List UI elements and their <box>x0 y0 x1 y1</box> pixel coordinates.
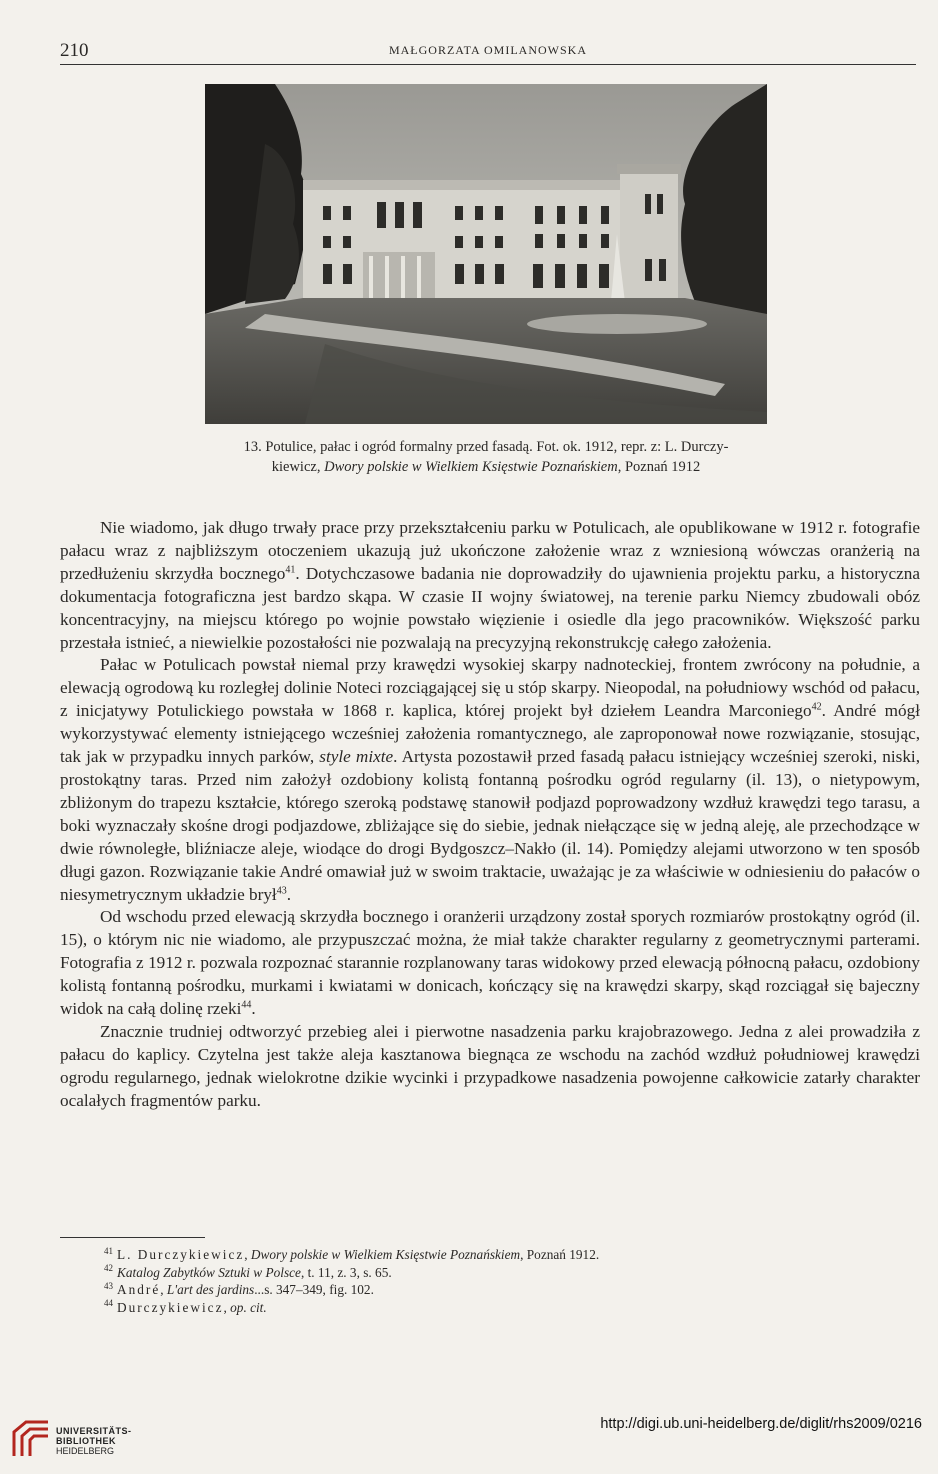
footnote-author: André <box>117 1282 161 1297</box>
paragraph-1-text-b: . Dotychczasowe badania nie doprowadziły do ujawnienia projektu parku, a historyczna dokumentacja fotograficzna jest bardzo skąpa. W czasie II wojny światowej, na terenie parku Niemcy zbudowali obóz koncentracyjny, na miejscu którego po wojnie powstało więzienie i osiedle dla jego pracowników. Większość parku przestała istnieć, a niewielkie pozostałości nie pozwalają na precyzyjną rekonstrukcję całego założenia. <box>60 563 921 652</box>
caption-book-title: Dwory polskie w Wielkiem Księstwie Poznańskiem <box>324 459 618 475</box>
footnotes <box>104 1246 804 1316</box>
footnote-ref-43: 43 <box>276 884 287 896</box>
footnote-title: Dwory polskie w Wielkiem Księstwie Poznańskiem <box>250 1247 521 1262</box>
caption-line-1: 13. Potulice, pałac i ogród formalny przed fasadą. Fot. ok. 1912, repr. z: L. Durczy- <box>243 439 729 455</box>
footnote-author: Durczykiewicz <box>117 1299 224 1315</box>
footnote-number: 44 <box>104 1298 113 1309</box>
page-header <box>60 40 916 64</box>
footnote-separator: , <box>244 1247 251 1262</box>
footnote-number: 41 <box>104 1245 113 1256</box>
footnote-rule <box>60 1237 205 1238</box>
footnote-44 <box>104 1299 804 1317</box>
library-line-3: HEIDELBERG <box>56 1446 115 1456</box>
permalink-url[interactable]: http://digi.ub.uni-heidelberg.de/diglit/rhs2009/0216 <box>600 1416 922 1432</box>
body-text <box>60 517 920 1113</box>
library-line-1: UNIVERSITÄTS- <box>56 1426 132 1436</box>
paragraph-4 <box>60 1021 920 1113</box>
running-head: MAŁGORZATA OMILANOWSKA <box>388 43 588 57</box>
footnote-41 <box>104 1246 804 1264</box>
page-number: 210 <box>60 40 89 61</box>
paragraph-3-text-a: Od wschodu przed elewacją skrzydła bocznego i oranżerii urządzony został sporych rozmiarów prostokątny ogród (il. 15), o którym nic nie wiadomo, ale przypuszczać można, że miał także charakter regularny z geometrycznymi parterami. Fotografia z 1912 r. pozwala rozpoznać starannie rozplanowany taras widokowy przed elewacją północną pałacu, ozdobiony kolistą fontanną pośrodku, murkami i kwiatami w donicach, kończący się na krawędzi skarpy, skąd rozciągał się bajeczny widok na całą dolinę rzeki <box>60 907 920 1019</box>
footnote-separator: , <box>223 1299 231 1315</box>
library-line-2: BIBLIOTHEK <box>56 1436 116 1446</box>
paragraph-2-text-c: . Artysta pozostawił przed fasadą pałacu istniejący wcześniej szeroki, niski, prostokątny taras. Przed nim założył ozdobiony kolistą fontanną pośrodku ogród regularny (il. 13), o nietypowym, zbliżonym do trapezu kształcie, którego szeroką podstawę stanowił podjazd poprowadzony wzdłuż krawędzi tego tarasu, a boki wyznaczały skośne drogi podjazdowe, zbliżające się do siebie, jednak niełączące się w jedną aleję, ale przechodzące w dwie równoległe, bliźniacze aleje, wiodące do drogi Bydgoszcz–Nakło (il. 14). Pomiędzy alejami utworzono w ten sposób długi gazon. Rozwiązanie takie André omawiał już w swoim traktacie, uważając je za właściwie w odniesieniu do pałaców o niesymetrycznym układzie brył <box>60 747 920 904</box>
footnote-ref-41: 41 <box>285 564 296 576</box>
footnote-number: 42 <box>104 1263 113 1274</box>
paragraph-2-text-b: . André mógł wykorzystywać elementy istniejącego wcześniej założenia romantycznego, ale zaproponował nowe rozwiązanie, stosując, tak jak w przypadku innych parków, <box>60 701 920 767</box>
paragraph-1 <box>60 517 920 654</box>
footnote-separator: , <box>160 1282 167 1297</box>
library-name <box>56 1426 132 1456</box>
library-logo-icon <box>10 1418 52 1458</box>
footnote-title: Katalog Zabytków Sztuki w Polsce <box>117 1264 301 1280</box>
footnote-rest: , t. 11, z. 3, s. 65. <box>300 1264 392 1280</box>
footnote-author: L. Durczykiewicz <box>117 1247 245 1262</box>
footnote-rest: ...s. 347–349, fig. 102. <box>254 1282 374 1297</box>
footnote-ref-44: 44 <box>241 999 252 1011</box>
header-rule <box>60 64 916 65</box>
caption-line-2-start: kiewicz, <box>271 459 325 475</box>
caption-line-2-end: , Poznań 1912 <box>617 459 701 475</box>
palace-photo-illustration <box>205 84 767 424</box>
paragraph-4-text: Znacznie trudniej odtworzyć przebieg alei i pierwotne nasadzenia parku krajobrazowego. Jedna z alei prowadziła z pałacu do kaplicy. Czytelna jest także aleja kasztanowa biegnąca ze wschodu na zachód wzdłuż południowej krawędzi ogrodu regularnego, jednak wielokrotne dzikie wycinki i przypadkowe nasadzenia powojenne całkowicie zatarły charakter ocalałych fragmentów parku. <box>60 1021 920 1110</box>
paragraph-2 <box>60 654 920 906</box>
figure-caption <box>160 437 812 477</box>
footnote-43 <box>104 1281 804 1299</box>
paragraph-3-text-b: . <box>251 999 256 1019</box>
palace-photograph <box>205 84 767 424</box>
footnote-number: 43 <box>104 1280 113 1291</box>
paragraph-3 <box>60 906 920 1021</box>
footnote-title: L'art des jardins <box>166 1282 255 1297</box>
footnote-title: op. cit. <box>230 1299 267 1315</box>
paragraph-2-italic: style mixte <box>319 747 394 767</box>
footnote-42 <box>104 1264 804 1282</box>
paragraph-2-text-d: . <box>286 884 291 904</box>
paragraph-2-text-a: Pałac w Potulicach powstał niemal przy krawędzi wysokiej skarpy nadnoteckiej, frontem zwrócony na południe, a elewacją ogrodową ku rozległej dolinie Noteci rozciągającej się u stóp skarpy. Nieopodal, na południowy wschód od pałacu, z inicjatywy Potulickiego powstała w 1868 r. kaplica, której projekt był dziełem Leandra Marconiego <box>60 655 920 721</box>
paragraph-1-text-a: Nie wiadomo, jak długo trwały prace przy przekształceniu parku w Potulicach, ale opublikowane w 1912 r. fotografie pałacu wraz z najbliższym otoczeniem ukazują już ukończone założenie wraz z wzniesioną wówczas oranżerią na przedłużeniu skrzydła bocznego <box>60 518 920 583</box>
footnote-ref-42: 42 <box>811 701 822 713</box>
footnote-rest: , Poznań 1912. <box>520 1247 600 1262</box>
